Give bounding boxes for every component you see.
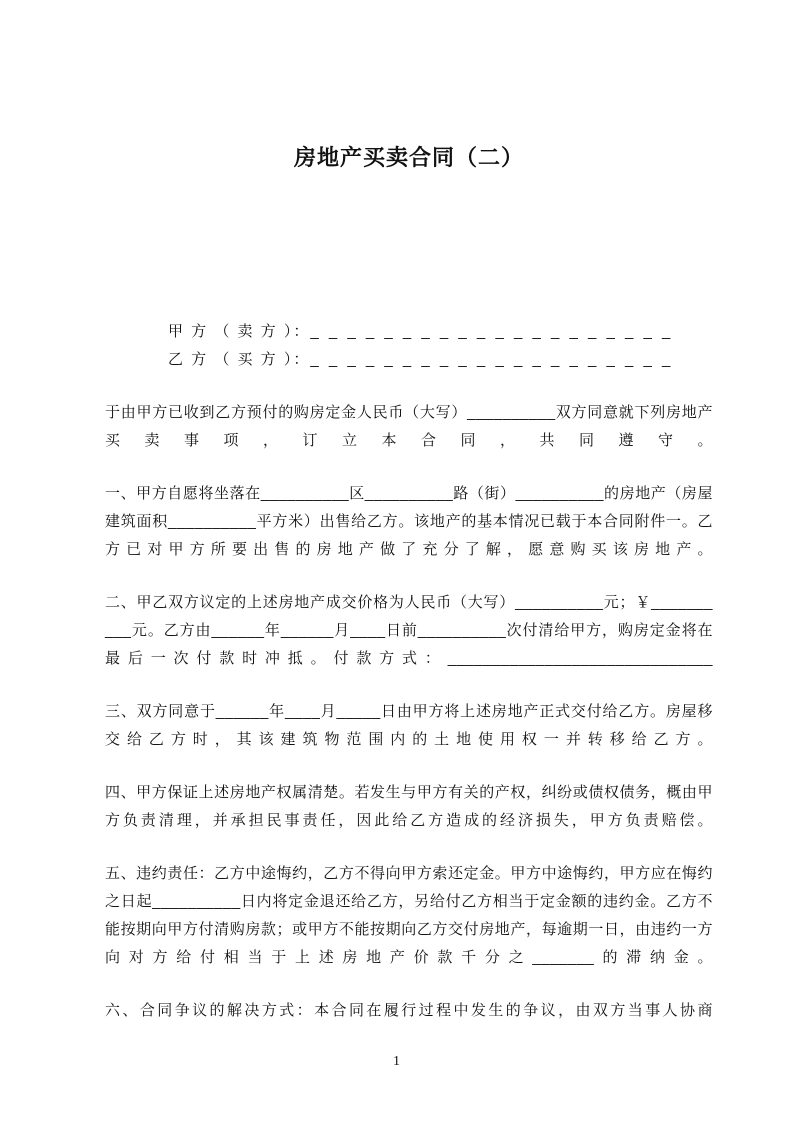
document-title: 房地产买卖合同（二）: [293, 145, 524, 170]
page-number: 1: [393, 1054, 400, 1069]
clause-1-paragraph: 一、甲方自愿将坐落在__________区__________路（街）__________的房地产（房屋建筑面积__________平方米）出售给乙方。该地产的基本情况已载于本合同附件一。乙方已对甲方所要出售的房地产做了充分了解，愿意购买该房地产。: [105, 485, 713, 558]
clause-5-paragraph: 五、违约责任：乙方中途悔约，乙方不得向甲方索还定金。甲方中途悔约，甲方应在悔约之日起__________日内将定金退还给乙方，另给付乙方相当于定金额的违约金。乙方不能按期向甲方付清购房款；或甲方不能按期向乙方交付房地产，每逾期一日，由违约一方向对方给付相当于上述房地产价款千分之_______的滞纳金。: [105, 865, 713, 966]
clause-6-paragraph: 六、合同争议的解决方式：本合同在履行过程中发生的争议，由双方当事人协商: [105, 1002, 713, 1019]
clause-2-paragraph: 二、甲乙双方议定的上述房地产成交价格为人民币（大写）__________元；￥__________元。乙方由______年______月____日前__________次付清给甲方，购房定金将在最后一次付款时冲抵。付款方式：______________________________: [105, 594, 713, 667]
clause-4-paragraph: 四、甲方保证上述房地产权属清楚。若发生与甲方有关的产权，纠纷或债权债务，概由甲方负责清理，并承担民事责任，因此给乙方造成的经济损失，甲方负责赔偿。: [105, 784, 713, 829]
clause-3-paragraph: 三、双方同意于______年____月_____日由甲方将上述房地产正式交付给乙方。房屋移交给乙方时，其该建筑物范围内的土地使用权一并转移给乙方。: [105, 703, 713, 748]
party-a-blank-line: _ _ _ _ _ _ _ _ _ _ _ _ _ _ _ _ _ _ _ _: [310, 323, 674, 340]
party-b-line: [168, 346, 713, 374]
parties-block: [105, 318, 713, 374]
intro-paragraph: 于由甲方已收到乙方预付的购房定金人民币（大写）__________双方同意就下列房地产买卖事项，订立本合同，共同遵守。: [105, 404, 713, 449]
party-b-blank-line: _ _ _ _ _ _ _ _ _ _ _ _ _ _ _ _ _ _ _ _: [310, 351, 674, 368]
contract-body: [105, 399, 713, 1025]
party-a-line: [168, 318, 713, 346]
party-a-label: 甲 方 （ 卖 方 ）：: [168, 323, 311, 340]
party-b-label: 乙 方 （ 买 方 ）：: [168, 351, 311, 368]
